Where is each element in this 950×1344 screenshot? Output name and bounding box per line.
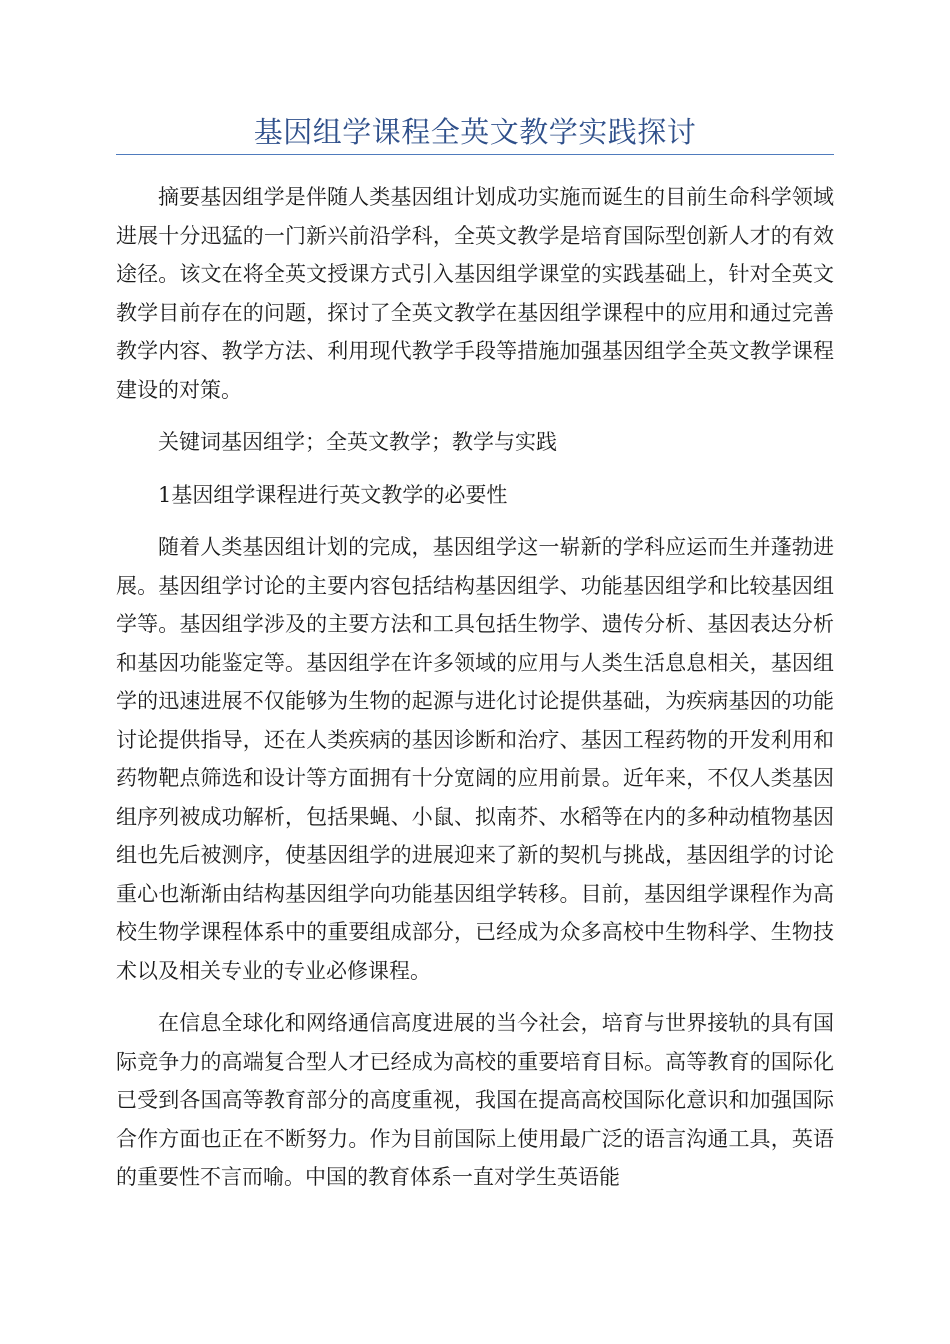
document-body	[116, 178, 834, 1197]
title-underline	[116, 154, 834, 155]
section-heading: 1基因组学课程进行英文教学的必要性	[158, 482, 508, 507]
body-paragraph-1: 随着人类基因组计划的完成，基因组学这一崭新的学科应运而生并蓬勃进展。基因组学讨论的主要内容包括结构基因组学、功能基因组学和比较基因组学等。基因组学涉及的主要方法和工具包括生物学、遗传分析、基因表达分析和基因功能鉴定等。基因组学在许多领域的应用与人类生活息息相关，基因组学的迅速进展不仅能够为生物的起源与进化讨论提供基础，为疾病基因的功能讨论提供指导，还在人类疾病的基因诊断和治疗、基因工程药物的开发利用和药物靶点筛选和设计等方面拥有十分宽阔的应用前景。近年来，不仅人类基因组序列被成功解析，包括果蝇、小鼠、拟南芥、水稻等在内的多种动植物基因组也先后被测序，使基因组学的进展迎来了新的契机与挑战，基因组学的讨论重心也渐渐由结构基因组学向功能基因组学转移。目前，基因组学课程作为高校生物学课程体系中的重要组成部分，已经成为众多高校中生物科学、生物技术以及相关专业的专业必修课程。	[116, 535, 834, 983]
document-title: 基因组学课程全英文教学实践探讨	[253, 115, 697, 149]
abstract-paragraph: 摘要基因组学是伴随人类基因组计划成功实施而诞生的目前生命科学领域进展十分迅猛的一门新兴前沿学科，全英文教学是培育国际型创新人才的有效途径。该文在将全英文授课方式引入基因组学课堂的实践基础上，针对全英文教学目前存在的问题，探讨了全英文教学在基因组学课程中的应用和通过完善教学内容、教学方法、利用现代教学手段等措施加强基因组学全英文教学课程建设的对策。	[116, 185, 834, 402]
body-paragraph-2: 在信息全球化和网络通信高度进展的当今社会，培育与世界接轨的具有国际竞争力的高端复合型人才已经成为高校的重要培育目标。高等教育的国际化已受到各国高等教育部分的高度重视，我国在提高高校国际化意识和加强国际合作方面也正在不断努力。作为目前国际上使用最广泛的语言沟通工具，英语的重要性不言而喻。中国的教育体系一直对学生英语能	[116, 1011, 834, 1189]
keywords-line: 关键词基因组学；全英文教学；教学与实践	[158, 430, 557, 454]
